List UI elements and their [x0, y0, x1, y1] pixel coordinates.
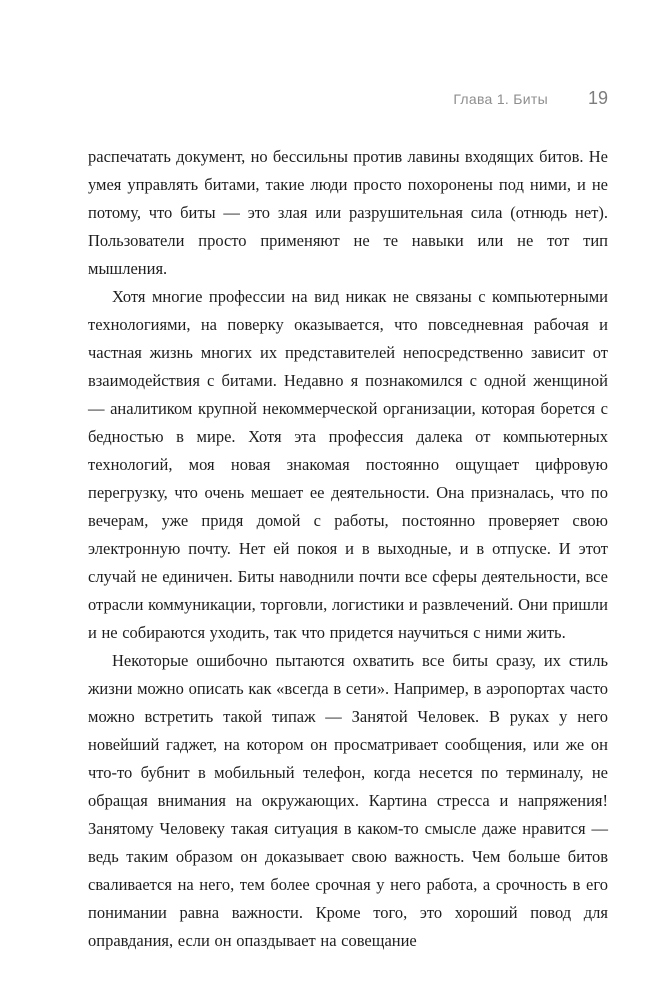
page-body [88, 143, 608, 955]
paragraph-2: Хотя многие профессии на вид никак не связаны с компьютерными технологиями, на поверку оказывается, что повседневная рабочая и частная жизнь многих их представителей непосредственно зависит от взаимодействия с битами. Недавно я познакомился с одной женщиной — аналитиком крупной некоммерческой организации, которая борется с бедностью в мире. Хотя эта профессия далека от компьютерных технологий, моя новая знакомая постоянно ощущает цифровую перегрузку, что очень мешает ее деятельности. Она призналась, что по вечерам, уже придя домой с работы, постоянно проверяет свою электронную почту. Нет ей покоя и в выходные, и в отпуске. И этот случай не единичен. Биты наводнили почти все сферы деятельности, все отрасли коммуникации, торговли, логистики и развлечений. Они пришли и не собираются уходить, так что придется научиться с ними жить. [88, 287, 608, 642]
page-header [88, 88, 608, 109]
page-number: 19 [587, 88, 608, 108]
chapter-title: Глава 1. Биты [453, 91, 548, 107]
paragraph-3: Некоторые ошибочно пытаются охватить все биты сразу, их стиль жизни можно описать как «всегда в сети». Например, в аэропортах часто можно встретить такой типаж — Занятой Человек. В руках у него новейший гаджет, на котором он просматривает сообщения, или же он что-то бубнит в мобильный телефон, когда несется по терминалу, не обращая внимания на окружающих. Картина стресса и напряжения! Занятому Человеку такая ситуация в каком-то смысле даже нравится — ведь таким образом он доказывает свою важность. Чем больше битов сваливается на него, тем более срочная у него работа, а срочность в его понимании равна важности. Кроме того, это хороший повод для оправдания, если он опаздывает на совещание [88, 651, 608, 950]
paragraph-1: распечатать документ, но бессильны против лавины входящих битов. Не умея управлять битами, такие люди просто похоронены под ними, и не потому, что биты — это злая или разрушительная сила (отнюдь нет). Пользователи просто применяют не те навыки или не тот тип мышления. [88, 147, 608, 278]
